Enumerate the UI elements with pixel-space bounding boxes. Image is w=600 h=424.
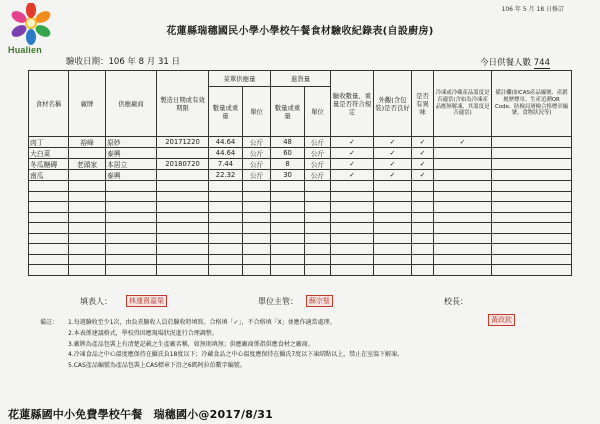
cell-punit xyxy=(305,265,331,276)
cell-brand xyxy=(69,181,106,192)
cell-pqty xyxy=(271,254,305,265)
header-temperature: 冷凍或冷藏產品溫度是否適當(含如為冷凍產品應無解凍、其溫度是否適當) xyxy=(434,71,492,137)
cell-qty: 7.44 xyxy=(209,159,243,170)
cell-appearance xyxy=(374,191,412,202)
cell-mfg xyxy=(157,170,209,181)
cell-temp xyxy=(434,159,492,170)
table-row xyxy=(29,202,572,213)
cell-qty xyxy=(209,233,243,244)
note-item: 5.CAS產品編號為產品包裝上CAS標章下沿之6碼阿拉伯數字編號。 xyxy=(68,362,246,370)
cell-punit xyxy=(305,244,331,255)
cell-ingredient xyxy=(29,265,69,276)
cell-ingredient xyxy=(29,223,69,234)
cell-temp xyxy=(434,254,492,265)
cell-mfg xyxy=(157,265,209,276)
cell-remarks xyxy=(492,137,572,148)
cell-brand xyxy=(69,212,106,223)
cell-remarks xyxy=(492,223,572,234)
cell-supplier xyxy=(106,202,157,213)
cell-appearance xyxy=(374,212,412,223)
cell-unit: 公斤 xyxy=(243,148,271,159)
cell-pqty xyxy=(271,212,305,223)
cell-temp xyxy=(434,244,492,255)
header-vendor-qty-group: 菜單供應量 xyxy=(209,71,271,87)
cell-unit: 公斤 xyxy=(243,159,271,170)
cell-pqty: 30 xyxy=(271,170,305,181)
cell-verify xyxy=(331,265,374,276)
table-row xyxy=(29,181,572,192)
cell-mfg xyxy=(157,223,209,234)
cell-ingredient xyxy=(29,202,69,213)
cell-verify: ✓ xyxy=(331,137,374,148)
cell-brand xyxy=(69,191,106,202)
cell-mfg xyxy=(157,254,209,265)
table-row xyxy=(29,254,572,265)
cell-punit: 公斤 xyxy=(305,170,331,181)
cell-punit xyxy=(305,202,331,213)
notes-label: 備註： xyxy=(40,319,59,326)
cell-brand xyxy=(69,223,106,234)
cell-qty: 22.32 xyxy=(209,170,243,181)
cell-pqty xyxy=(271,265,305,276)
cell-appearance xyxy=(374,202,412,213)
cell-remarks xyxy=(492,202,572,213)
principal-stamp: 黃政欽 xyxy=(488,314,515,326)
cell-ingredient xyxy=(29,244,69,255)
cell-mfg xyxy=(157,148,209,159)
cell-appearance xyxy=(374,265,412,276)
cell-odor: ✓ xyxy=(412,170,434,181)
cell-remarks xyxy=(492,233,572,244)
cell-supplier xyxy=(106,233,157,244)
cell-brand xyxy=(69,170,106,181)
cell-appearance xyxy=(374,233,412,244)
cell-odor xyxy=(412,212,434,223)
cell-unit xyxy=(243,191,271,202)
cell-temp xyxy=(434,202,492,213)
cell-brand: 老頭家 xyxy=(69,159,106,170)
cell-punit: 公斤 xyxy=(305,159,331,170)
cell-ingredient xyxy=(29,191,69,202)
cell-verify xyxy=(331,244,374,255)
logo-text: Hualien xyxy=(8,45,42,55)
header-remarks: 備註欄(如CAS產品編號、產銷履歷標章、生產追溯QR Code、防檢局屠檢合格標章編號、食物狀況等) xyxy=(492,71,572,137)
cell-pqty xyxy=(271,223,305,234)
cell-qty xyxy=(209,265,243,276)
cell-ingredient: 大白菜 xyxy=(29,148,69,159)
header-purchase-qty: 數量或重量 xyxy=(271,87,305,137)
cell-supplier: 本居立 xyxy=(106,159,157,170)
cell-verify xyxy=(331,233,374,244)
cell-brand xyxy=(69,148,106,159)
principal-label: 校長： xyxy=(444,297,468,306)
cell-remarks xyxy=(492,265,572,276)
cell-appearance: ✓ xyxy=(374,148,412,159)
cell-remarks xyxy=(492,148,572,159)
cell-temp xyxy=(434,223,492,234)
cell-brand xyxy=(69,202,106,213)
inspection-table xyxy=(28,70,572,276)
cell-ingredient: 冬瓜糖磚 xyxy=(29,159,69,170)
page-title: 花蓮縣瑞穗國民小學小學校午餐食材驗收紀錄表(自設廚房) xyxy=(166,26,434,37)
header-brand: 廠牌 xyxy=(69,71,106,137)
cell-verify: ✓ xyxy=(331,170,374,181)
inspection-date: 驗收日期：106 年 8 月 31 日 xyxy=(66,57,180,67)
cell-pqty xyxy=(271,233,305,244)
header-odor: 是否有異味 xyxy=(412,71,434,137)
cell-temp xyxy=(434,148,492,159)
table-row xyxy=(29,170,572,181)
cell-appearance: ✓ xyxy=(374,137,412,148)
cell-supplier xyxy=(106,212,157,223)
filler-label: 填表人： xyxy=(80,297,112,306)
cell-supplier xyxy=(106,181,157,192)
cell-temp xyxy=(434,212,492,223)
cell-odor xyxy=(412,265,434,276)
filler-stamp: 林運貴嘉榮 xyxy=(126,295,167,307)
cell-brand xyxy=(69,254,106,265)
cell-qty xyxy=(209,202,243,213)
supervisor-label: 單位主管： xyxy=(258,297,298,306)
cell-verify xyxy=(331,254,374,265)
meal-count xyxy=(480,56,550,69)
cell-verify: ✓ xyxy=(331,148,374,159)
note-item: 1.每週驗收至少1次，由負責驗收人員於驗收時填寫。合格填「✓」，不合格填「X」並應作適當處理。 xyxy=(68,319,336,326)
cell-verify xyxy=(331,191,374,202)
header-supplier: 供應廠商 xyxy=(106,71,157,137)
cell-qty xyxy=(209,244,243,255)
cell-temp xyxy=(434,265,492,276)
cell-punit xyxy=(305,212,331,223)
cell-verify xyxy=(331,212,374,223)
cell-odor xyxy=(412,233,434,244)
cell-odor xyxy=(412,181,434,192)
cell-punit xyxy=(305,254,331,265)
cell-odor: ✓ xyxy=(412,159,434,170)
cell-brand xyxy=(69,233,106,244)
cell-pqty xyxy=(271,244,305,255)
cell-pqty xyxy=(271,191,305,202)
cell-unit: 公斤 xyxy=(243,170,271,181)
cell-punit xyxy=(305,191,331,202)
header-qty: 數量或重量 xyxy=(209,87,243,137)
cell-punit: 公斤 xyxy=(305,137,331,148)
cell-supplier: 原妙 xyxy=(106,137,157,148)
cell-mfg: 20180720 xyxy=(157,159,209,170)
revised-date: 106 年 5 月 18 日修訂 xyxy=(501,6,564,13)
cell-temp xyxy=(434,181,492,192)
cell-supplier: 泰興 xyxy=(106,170,157,181)
cell-unit xyxy=(243,265,271,276)
cell-unit: 公斤 xyxy=(243,137,271,148)
cell-qty: 44.64 xyxy=(209,137,243,148)
cell-verify xyxy=(331,202,374,213)
cell-appearance xyxy=(374,254,412,265)
cell-supplier xyxy=(106,191,157,202)
cell-qty xyxy=(209,254,243,265)
cell-remarks xyxy=(492,212,572,223)
note-item: 3.廠牌為產品包裝上有清楚記載之生產廠名稱，如無則填無；供應廠商係指供應食材之廠商。 xyxy=(68,340,314,348)
cell-punit xyxy=(305,181,331,192)
cell-ingredient: 肉丁 xyxy=(29,137,69,148)
cell-pqty xyxy=(271,202,305,213)
cell-ingredient xyxy=(29,181,69,192)
table-row xyxy=(29,265,572,276)
cell-appearance xyxy=(374,223,412,234)
table-row xyxy=(29,212,572,223)
cell-verify xyxy=(331,181,374,192)
cell-remarks xyxy=(492,170,572,181)
cell-supplier: 泰興 xyxy=(106,148,157,159)
table-row xyxy=(29,191,572,202)
cell-supplier xyxy=(106,244,157,255)
cell-odor: ✓ xyxy=(412,137,434,148)
cell-ingredient xyxy=(29,233,69,244)
table-row xyxy=(29,223,572,234)
cell-supplier xyxy=(106,254,157,265)
cell-pqty: 60 xyxy=(271,148,305,159)
cell-remarks xyxy=(492,181,572,192)
table-body xyxy=(29,137,572,276)
cell-remarks xyxy=(492,254,572,265)
table-row xyxy=(29,148,572,159)
cell-mfg xyxy=(157,191,209,202)
cell-remarks xyxy=(492,244,572,255)
cell-punit xyxy=(305,223,331,234)
header-verify: 驗收數量、重量是否符合規定 xyxy=(331,71,374,137)
cell-unit xyxy=(243,212,271,223)
cell-supplier xyxy=(106,265,157,276)
cell-verify xyxy=(331,223,374,234)
cell-odor: ✓ xyxy=(412,148,434,159)
meal-count-label: 今日供餐人數 xyxy=(480,58,532,68)
table-row xyxy=(29,244,572,255)
cell-odor xyxy=(412,244,434,255)
cell-ingredient: 南瓜 xyxy=(29,170,69,181)
cell-brand: 裕峰 xyxy=(69,137,106,148)
cell-unit xyxy=(243,244,271,255)
cell-verify: ✓ xyxy=(331,159,374,170)
header-mfg-date: 製造日期或有效期限 xyxy=(157,71,209,137)
header-ingredient: 食材名稱 xyxy=(29,71,69,137)
cell-brand xyxy=(69,265,106,276)
cell-temp: ✓ xyxy=(434,137,492,148)
cell-ingredient xyxy=(29,254,69,265)
supervisor-stamp: 蘇宗聖 xyxy=(306,295,333,307)
cell-appearance xyxy=(374,181,412,192)
cell-remarks xyxy=(492,159,572,170)
cell-mfg xyxy=(157,212,209,223)
header-purchase-group: 進貨量 xyxy=(271,71,331,87)
meal-count-value: 744 xyxy=(533,58,550,68)
cell-qty: 44.64 xyxy=(209,148,243,159)
cell-mfg xyxy=(157,181,209,192)
cell-brand xyxy=(69,244,106,255)
cell-unit xyxy=(243,181,271,192)
table-row xyxy=(29,159,572,170)
notes-list xyxy=(40,318,580,372)
cell-pqty xyxy=(271,181,305,192)
cell-appearance: ✓ xyxy=(374,170,412,181)
cell-odor xyxy=(412,254,434,265)
cell-qty xyxy=(209,181,243,192)
cell-appearance: ✓ xyxy=(374,159,412,170)
cell-mfg xyxy=(157,202,209,213)
cell-temp xyxy=(434,191,492,202)
cell-mfg xyxy=(157,244,209,255)
cell-unit xyxy=(243,254,271,265)
header-appearance: 外觀(含包裝)是否良好 xyxy=(374,71,412,137)
footer-caption: 花蓮縣國中小免費學校午餐 瑞穗國小@2017/8/31 xyxy=(8,408,274,421)
cell-temp xyxy=(434,233,492,244)
note-item: 2.本表係建議格式，學校得因應現場狀況進行合理調整。 xyxy=(68,329,218,337)
note-item: 4.冷凍食品之中心溫度應保持在攝氏負18度以下；冷藏食品之中心溫度應保持在攝氏7度以下凍結點以上，禁止在室溫下解凍。 xyxy=(68,351,404,359)
cell-unit xyxy=(243,202,271,213)
cell-qty xyxy=(209,212,243,223)
table-row xyxy=(29,137,572,148)
notes-section xyxy=(40,318,580,372)
cell-mfg: 20171220 xyxy=(157,137,209,148)
header-unit: 單位 xyxy=(243,87,271,137)
cell-qty xyxy=(209,191,243,202)
cell-temp xyxy=(434,170,492,181)
cell-appearance xyxy=(374,244,412,255)
cell-unit xyxy=(243,233,271,244)
cell-pqty: 8 xyxy=(271,159,305,170)
cell-pqty: 48 xyxy=(271,137,305,148)
cell-ingredient xyxy=(29,212,69,223)
cell-odor xyxy=(412,191,434,202)
cell-unit xyxy=(243,223,271,234)
cell-punit xyxy=(305,233,331,244)
cell-odor xyxy=(412,223,434,234)
header-purchase-unit: 單位 xyxy=(305,87,331,137)
cell-qty xyxy=(209,223,243,234)
cell-mfg xyxy=(157,233,209,244)
cell-punit: 公斤 xyxy=(305,148,331,159)
cell-supplier xyxy=(106,223,157,234)
table-row xyxy=(29,233,572,244)
cell-remarks xyxy=(492,191,572,202)
cell-odor xyxy=(412,202,434,213)
